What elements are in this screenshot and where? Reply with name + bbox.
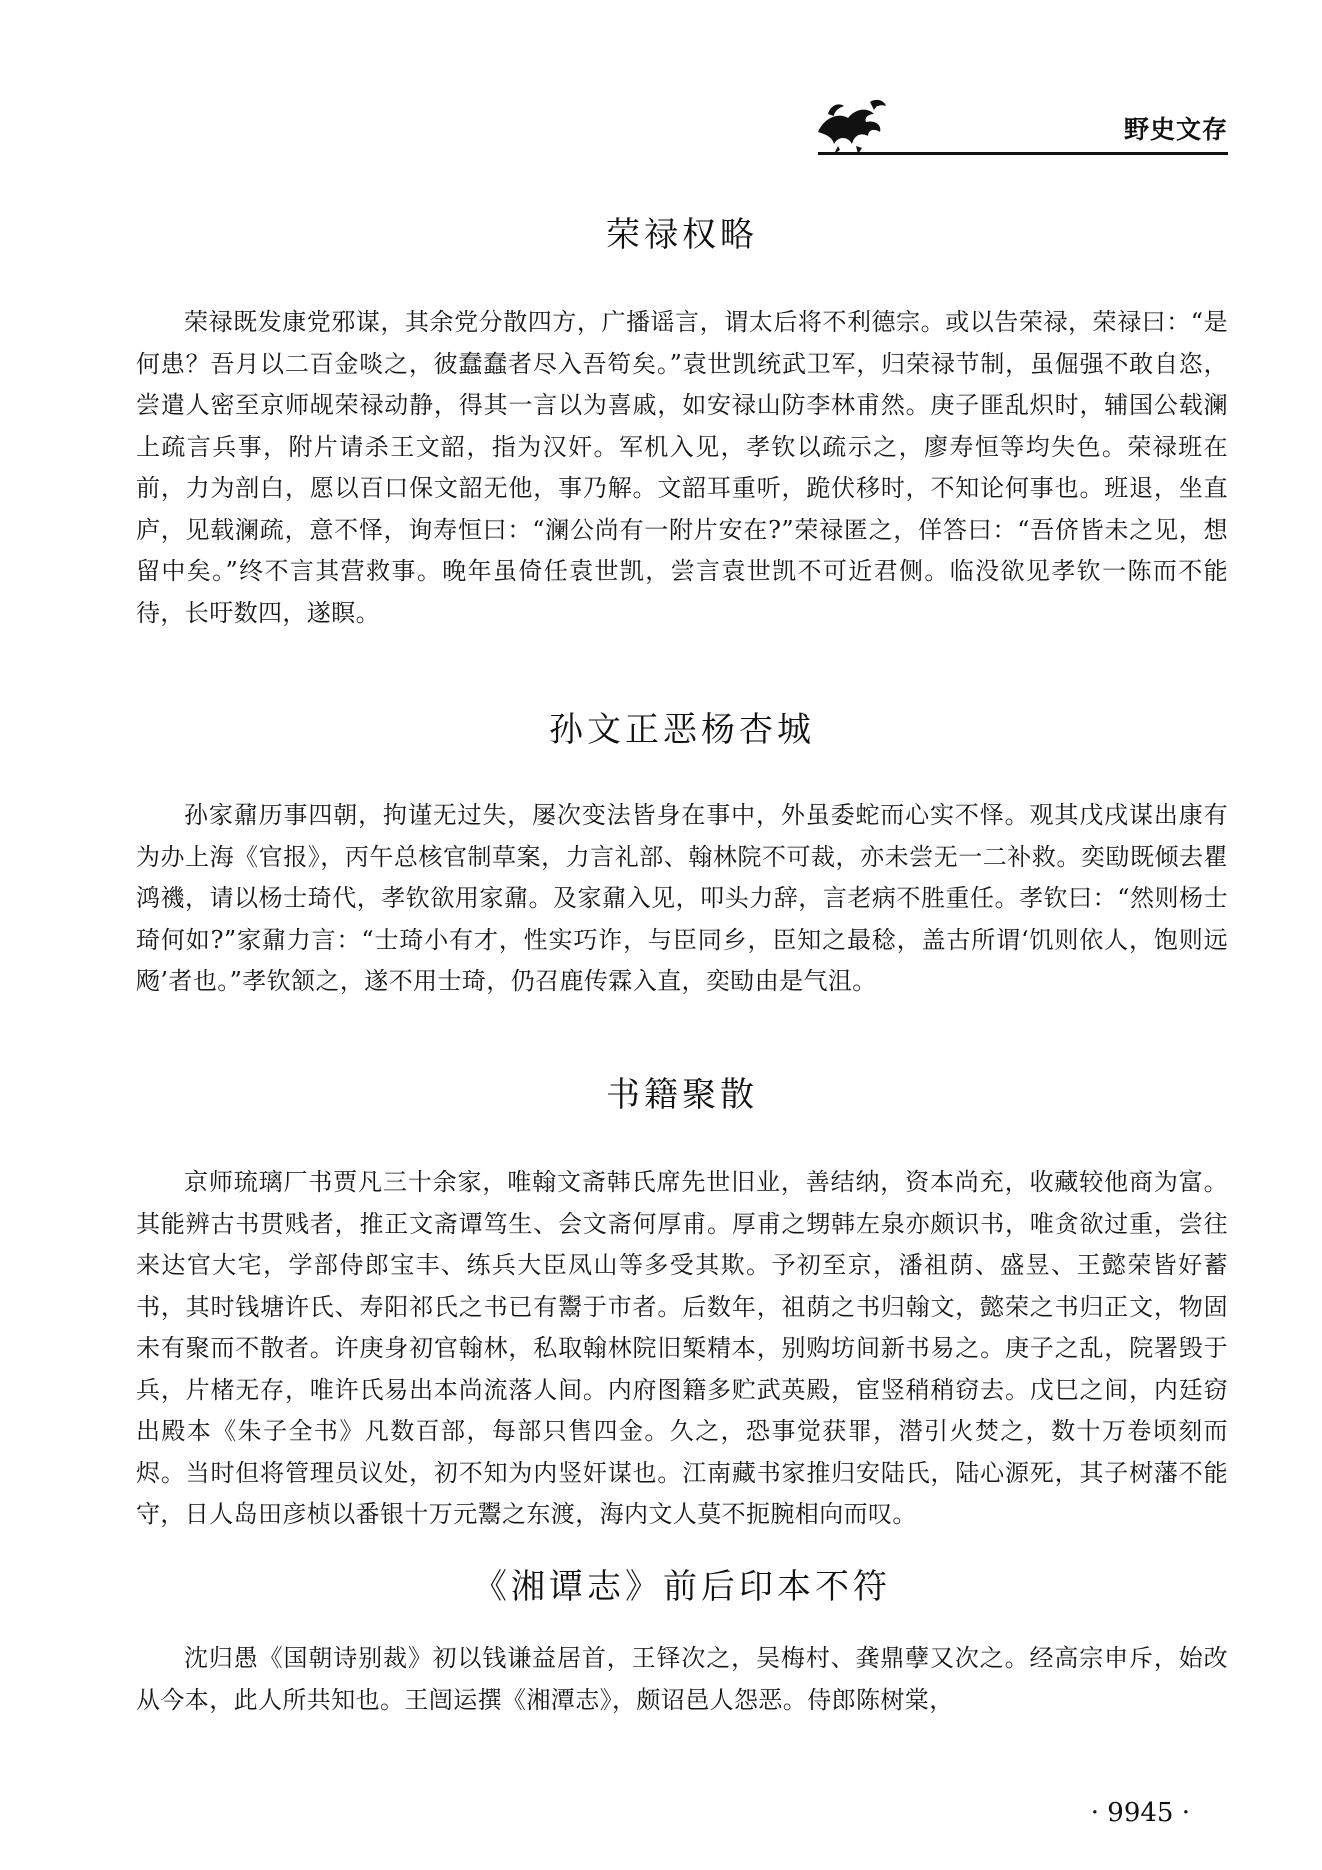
article xyxy=(136,1070,1228,1536)
book-title: 野史文存 xyxy=(1123,115,1228,144)
page-number: · 9945 · xyxy=(1090,1798,1190,1828)
article-title: 荣禄权略 xyxy=(606,215,758,255)
article-title: 《湘谭志》前后印本不符 xyxy=(473,1567,891,1607)
article xyxy=(136,1562,1228,1721)
article-title: 孙文正恶杨杏城 xyxy=(549,710,815,750)
dragon-emblem-icon xyxy=(808,88,894,158)
article-body: 荣禄既发康党邪谋，其余党分散四方，广播谣言，谓太后将不利德宗。或以告荣禄，荣禄曰：“是何患？吾月以二百金啖之，彼蠢蠢者尽入吾笱矣。”袁世凯统武卫军，归荣禄节制，虽倔强不敢自恣，尝遣人密至京师觇荣禄动静，得其一言以为喜戚，如安禄山防李林甫然。庚子匪乱炽时，辅国公载澜上疏言兵事，附片请杀王文韶，指为汉奸。军机入见，孝钦以疏示之，廖寿恒等均失色。荣禄班在前，力为剖白，愿以百口保文韶无他，事乃解。文韶耳重听，跪伏移时，不知论何事也。班退，坐直庐，见载澜疏，意不怿，询寿恒曰：“澜公尚有一附片安在?”荣禄匿之，佯答曰：“吾侪皆未之见，想留中矣。”终不言其营救事。晚年虽倚任袁世凯，尝言袁世凯不可近君侧。临没欲见孝钦一陈而不能待，长吁数四，遂瞑。 xyxy=(136,308,1228,627)
header-rule xyxy=(818,152,1228,155)
page-header xyxy=(808,88,1228,168)
article xyxy=(136,210,1228,634)
article xyxy=(136,705,1228,1003)
article-body: 孙家鼐历事四朝，拘谨无过失，屡次变法皆身在事中，外虽委蛇而心实不怿。观其戊戌谋出康有为办上海《官报》，丙午总核官制草案，力言礼部、翰林院不可裁，亦未尝无一二补救。奕劻既倾去瞿鸿禨，请以杨士琦代，孝钦欲用家鼐。及家鼐入见，叩头力辞，言老病不胜重任。孝钦曰：“然则杨士琦何如?”家鼐力言：“士琦小有才，性实巧诈，与臣同乡，臣知之最稔，盖古所谓‘饥则依人，饱则远飏’者也。”孝钦颔之，遂不用士琦，仍召鹿传霖入直，奕劻由是气沮。 xyxy=(136,801,1228,995)
article-body: 京师琉璃厂书贾凡三十余家，唯翰文斋韩氏席先世旧业，善结纳，资本尚充，收藏较他商为富。其能辨古书贯贱者，推正文斋谭笃生、会文斋何厚甫。厚甫之甥韩左泉亦颇识书，唯贪欲过重，尝往来达官大宅，学部侍郎宝丰、练兵大臣凤山等多受其欺。予初至京，潘祖荫、盛昱、王懿荣皆好蓄书，其时钱塘许氏、寿阳祁氏之书已有鬻于市者。后数年，祖荫之书归翰文，懿荣之书归正文，物固未有聚而不散者。许庚身初官翰林，私取翰林院旧椠精本，别购坊间新书易之。庚子之乱，院署毁于兵，片楮无存，唯许氏易出本尚流落人间。内府图籍多贮武英殿，宦竖稍稍窃去。戊巳之间，内廷窃出殿本《朱子全书》凡数百部，每部只售四金。久之，恐事觉获罪，潜引火焚之，数十万卷顷刻而烬。当时但将管理员议处，初不知为内竖奸谋也。江南藏书家推归安陆氏，陆心源死，其子树藩不能守，日人岛田彦桢以番银十万元鬻之东渡，海内文人莫不扼腕相向而叹。 xyxy=(136,1168,1228,1528)
article-body: 沈归愚《国朝诗别裁》初以钱谦益居首，王铎次之，吴梅村、龚鼎孽又次之。经高宗申斥，始改从今本，此人所共知也。王闿运撰《湘潭志》，颇诏邑人怨恶。侍郎陈树棠， xyxy=(136,1644,1228,1714)
article-title: 书籍聚散 xyxy=(606,1075,758,1115)
